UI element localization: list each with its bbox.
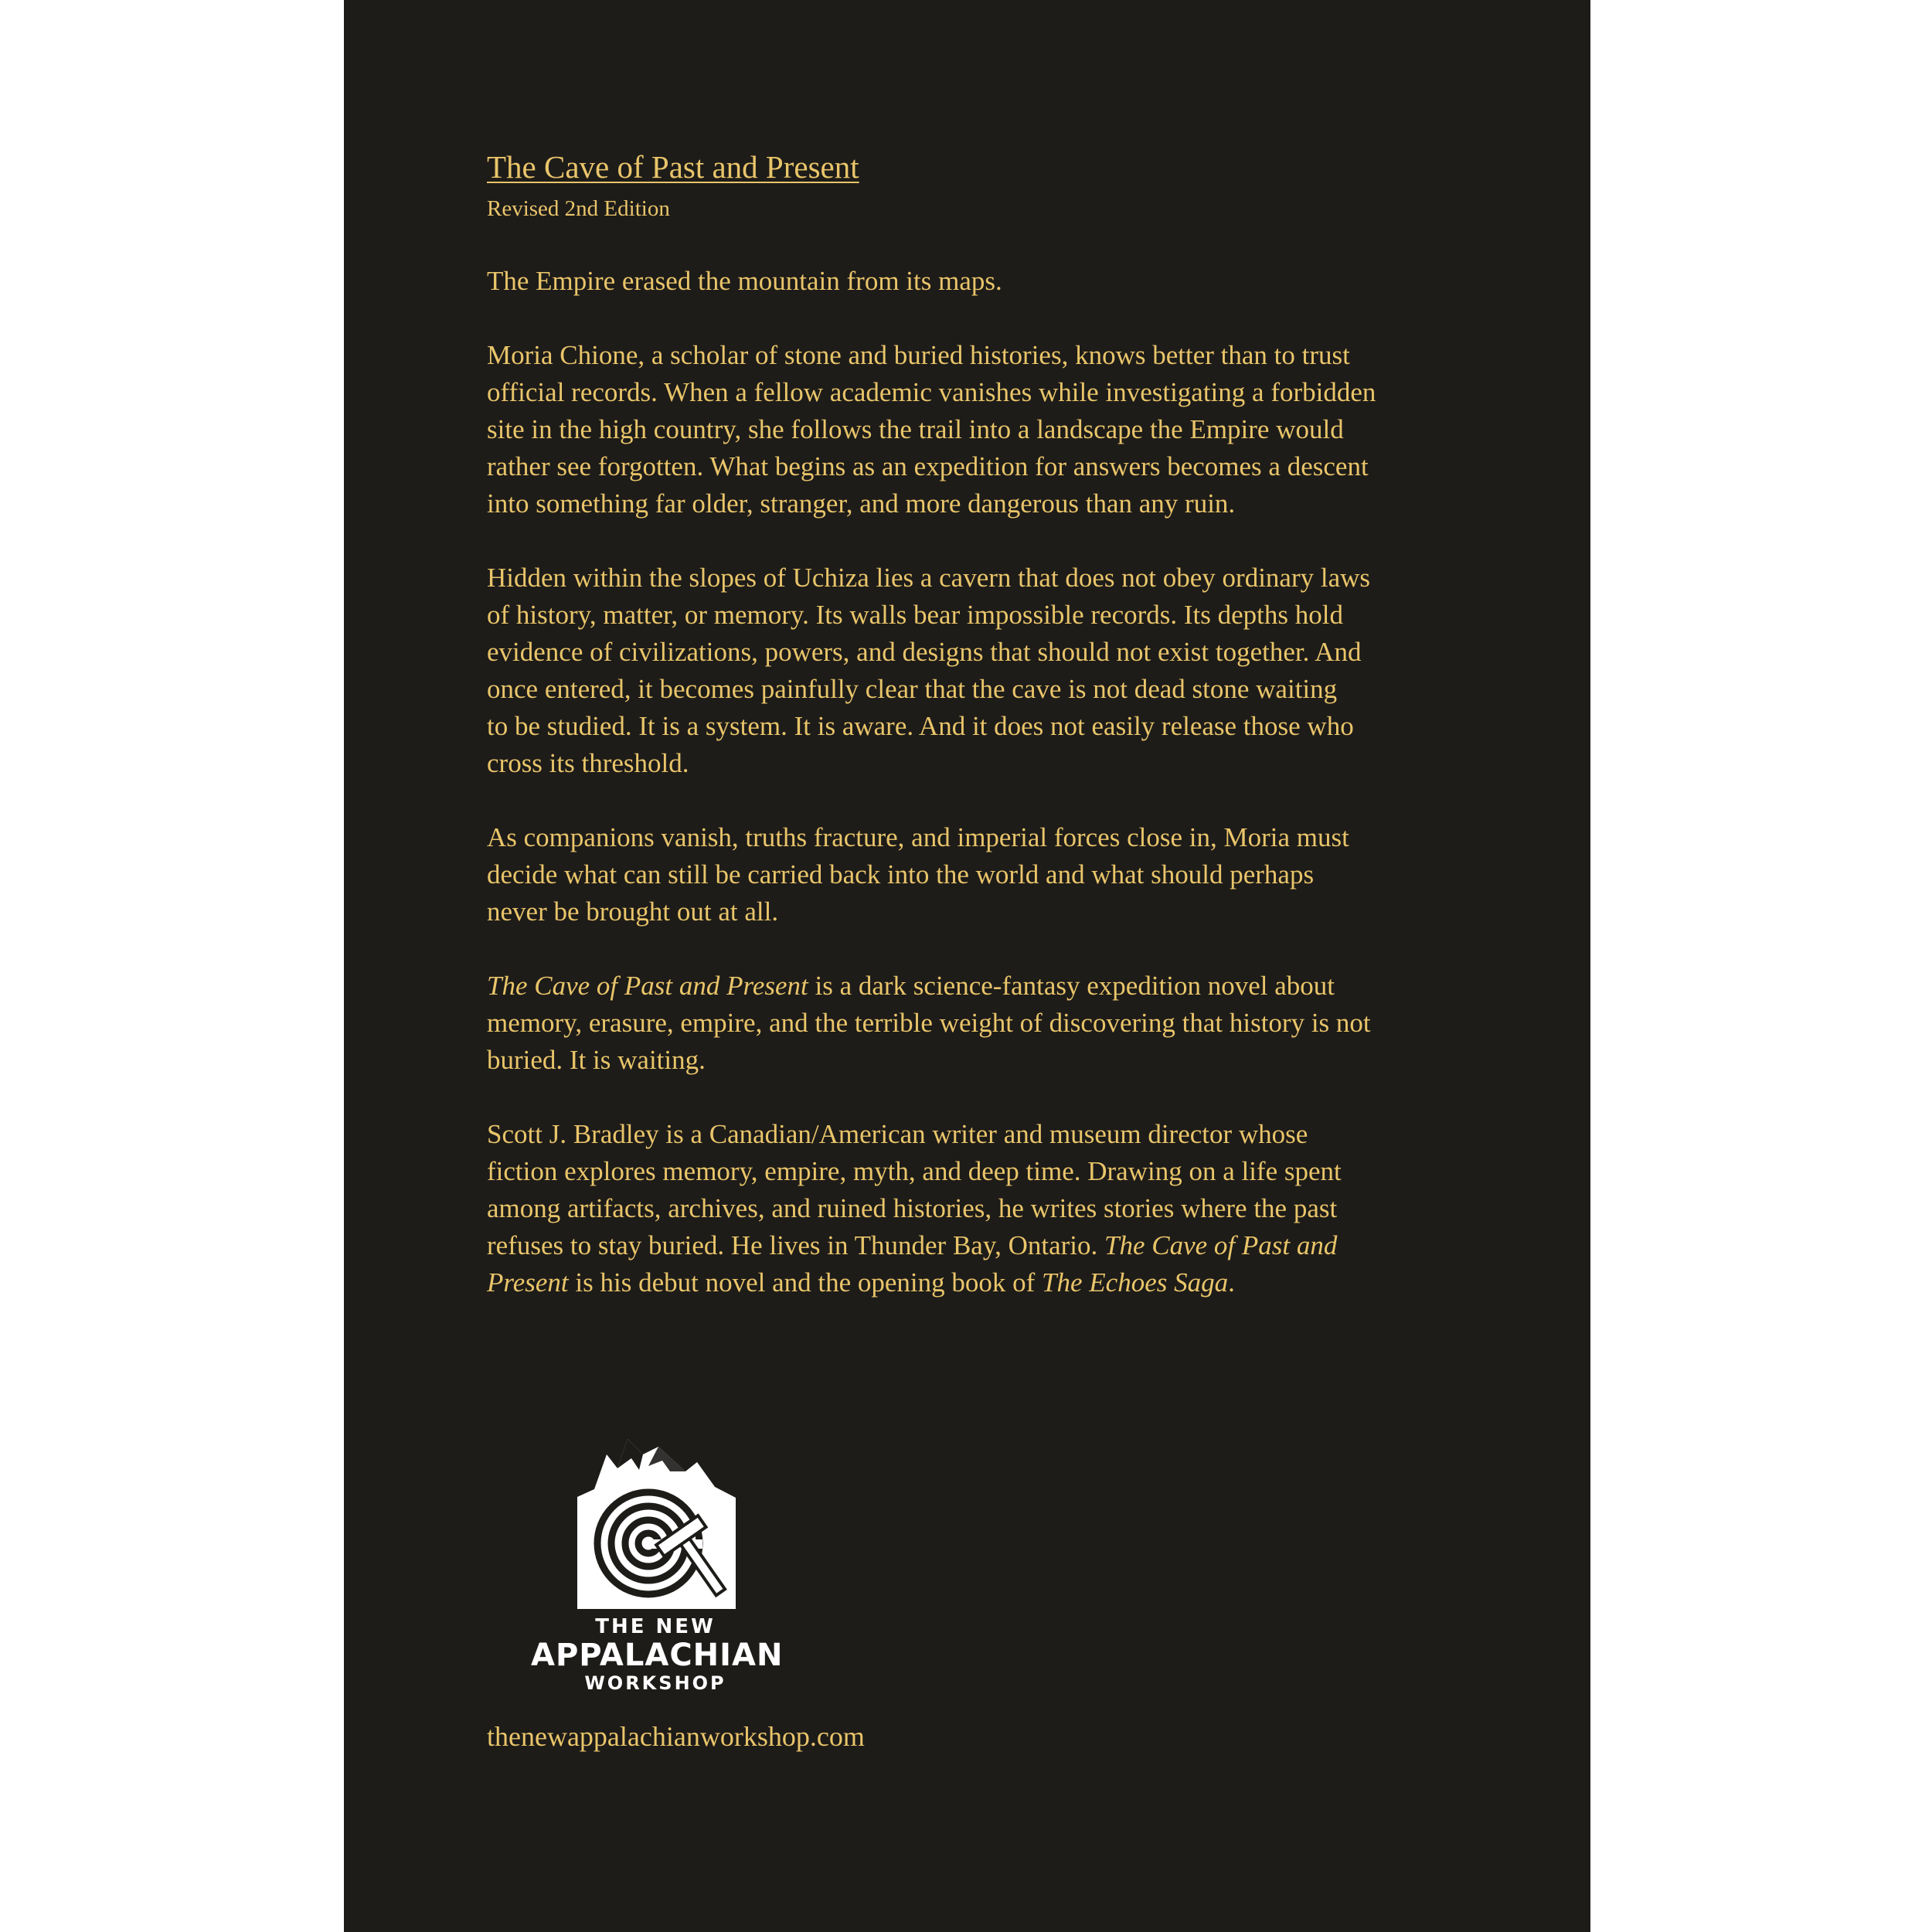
publisher-name-line-2: APPALACHIAN bbox=[531, 1638, 784, 1673]
cover-text bbox=[487, 148, 1507, 1301]
edition-label: Revised 2nd Edition bbox=[487, 196, 670, 222]
author-bio-text-2: is his debut novel and the opening book of bbox=[568, 1267, 1043, 1298]
blurb-paragraph-2: Moria Chione, a scholar of stone and buried histories, knows better than to trust official records. When a fellow academic vanishes while investigating a forbidden site in the high country, she follows the trail into a landscape the Empire would rather see forgotten. What begins as an expedition for answers becomes a descent into something far older, stranger, and more dangerous than any ruin. bbox=[487, 339, 1376, 519]
publisher-logo bbox=[531, 1423, 801, 1694]
author-bio-text-3: . bbox=[1228, 1267, 1235, 1298]
back-cover bbox=[344, 0, 1590, 1932]
blurb-paragraph-1: The Empire erased the mountain from its maps. bbox=[487, 265, 1002, 296]
blurb-paragraph-4: As companions vanish, truths fracture, and imperial forces close in, Moria must decide what can still be carried back into the world and what should perhaps never be brought out at all. bbox=[487, 821, 1349, 927]
author-bio-text-1: Scott J. Bradley is a Canadian/American writer and museum director whose fiction explores memory, empire, myth, and deep time. Drawing on a life spent among artifacts, archives, and ruined histories, he writes stories where the past refuses to stay buried. He lives in Thunder Bay, Ontario. bbox=[487, 1118, 1342, 1260]
author-bio-book-title: The Cave of Past and Present bbox=[487, 1230, 1338, 1298]
mountain-spiral-pickaxe-icon bbox=[562, 1423, 755, 1609]
blurb-paragraph-5-text: is a dark science-fantasy expedition novel about memory, erasure, empire, and the terrible weight of discovering that history is not buried. It is waiting. bbox=[487, 970, 1371, 1075]
book-title: The Cave of Past and Present bbox=[487, 149, 859, 185]
publisher-name-line-1: THE NEW bbox=[595, 1615, 716, 1638]
author-bio-series-title: The Echoes Saga bbox=[1042, 1267, 1229, 1298]
blurb-paragraph-3: Hidden within the slopes of Uchiza lies a cavern that does not obey ordinary laws of history, matter, or memory. Its walls bear impossible records. Its depths hold evidence of civilizations, powers, and designs that should not exist together. And once entered, it becomes painfully clear that the cave is not dead stone waiting to be studied. It is a system. It is aware. And it does not easily release those who cross its threshold. bbox=[487, 562, 1371, 778]
blurb-paragraph-5 bbox=[487, 968, 1507, 1079]
blurb-title-italic: The Cave of Past and Present bbox=[487, 970, 808, 1001]
publisher-name-line-3: WORKSHOP bbox=[584, 1672, 726, 1694]
publisher-url[interactable]: thenewappalachianworkshop.com bbox=[487, 1721, 865, 1752]
author-bio bbox=[487, 1116, 1507, 1301]
